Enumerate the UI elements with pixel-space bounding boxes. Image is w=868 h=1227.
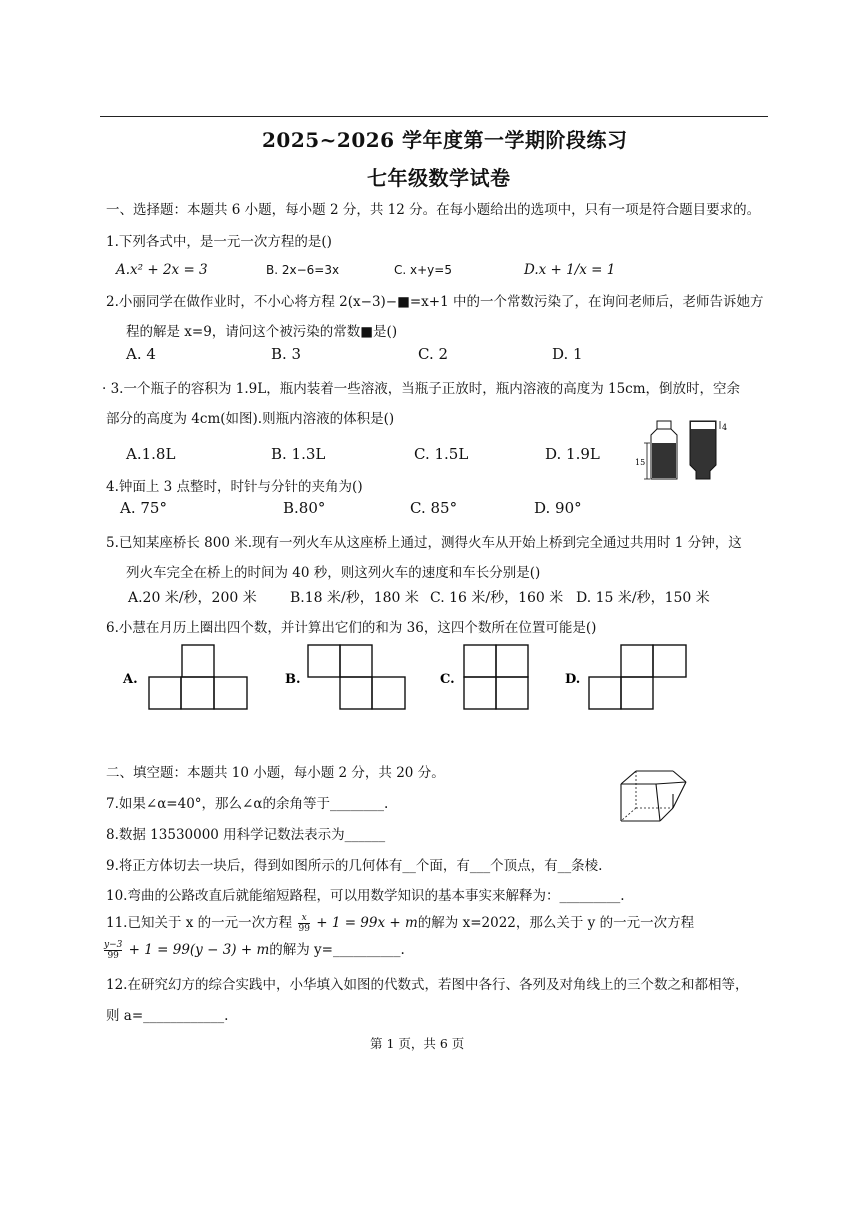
q8-text: 8.数据 13530000 用科学记数法表示为______ (106, 827, 386, 843)
q11-frac2-den: 99 (107, 951, 119, 961)
q4-option-b: B.80° (283, 499, 326, 517)
q10-text: 10.弯曲的公路改直后就能缩短路程，可以用数学知识的基本事实来解释为：_________. (106, 888, 625, 904)
q2-stem-line1: 2.小丽同学在做作业时，不小心将方程 2(x−3)−■=x+1 中的一个常数污染了，在询问老师后，老师告诉她方 (106, 294, 764, 310)
page-title: 2025~2026 学年度第一学期阶段练习 (262, 128, 628, 152)
top-rule (100, 116, 768, 117)
q2-stem-line2: 程的解是 x=9，请问这个被污染的常数■是() (126, 324, 398, 340)
q4-option-a: A. 75° (120, 499, 167, 517)
q5-stem-line2: 列火车完全在桥上的时间为 40 秒，则这列火车的速度和车长分别是() (126, 565, 541, 581)
q11-eq1: + 1 = 99x + m (311, 915, 418, 931)
q5-option-c: C. 16 米/秒，160 米 (430, 590, 564, 606)
q9-text: 9.将正方体切去一块后，得到如图所示的几何体有__个面，有___个顶点，有__条棱. (106, 858, 603, 874)
q6-label-c: C. (440, 672, 455, 687)
calendar-figures (110, 640, 700, 715)
q3-stem-line1: · 3.一个瓶子的容积为 1.9L，瓶内装着一些溶液，当瓶子正放时，瓶内溶液的高度为 15cm，倒放时，空余 (102, 381, 741, 397)
q11-text-d: 的解为 y=__________. (269, 942, 405, 958)
q3-option-b: B. 1.3L (271, 445, 326, 463)
bottle-figure (634, 418, 734, 482)
q5-option-d: D. 15 米/秒，150 米 (576, 590, 710, 606)
q2-option-a: A. 4 (126, 345, 156, 363)
q1-option-d: D.x + 1/x = 1 (524, 262, 616, 278)
q11-frac1-num: x (298, 913, 309, 924)
q2-option-d: D. 1 (552, 345, 583, 363)
q12-line1: 12.在研究幻方的综合实践中，小华填入如图的代数式，若图中各行、各列及对角线上的三个数之和都相等， (106, 977, 749, 993)
q11-text-c: 的解为 x=2022，那么关于 y 的一元一次方程 (417, 915, 695, 931)
q11-frac1 (298, 913, 309, 934)
q11-eq2: + 1 = 99(y − 3) + m (124, 942, 270, 958)
q5-stem-line1: 5.已知某座桥长 800 米.现有一列火车从这座桥上通过，测得火车从开始上桥到完全通过共用时 1 分钟，这 (106, 535, 742, 551)
q4-option-d: D. 90° (534, 499, 582, 517)
q3-option-a: A.1.8L (126, 445, 176, 463)
q11-line1 (106, 913, 694, 934)
q6-label-d: D. (565, 672, 581, 687)
page-subtitle: 七年级数学试卷 (367, 166, 511, 190)
q2-option-c: C. 2 (418, 345, 449, 363)
bottle-label-15: 15 (635, 458, 646, 467)
q5-option-a: A.20 米/秒，200 米 (128, 590, 257, 606)
q11-frac1-den: 99 (298, 924, 310, 934)
q3-option-d: D. 1.9L (545, 445, 600, 463)
q7-text: 7.如果∠α=40°，那么∠α的余角等于________. (106, 796, 389, 812)
q3-option-c: C. 1.5L (414, 445, 469, 463)
q11-frac2-num: y−3 (104, 940, 123, 950)
bottle-label-4: 4 (722, 423, 728, 432)
q12-line2: 则 a=____________. (106, 1008, 229, 1024)
q6-label-a: A. (123, 672, 138, 687)
section1-heading: 一、选择题：本题共 6 小题，每小题 2 分，共 12 分。在每小题给出的选项中，只有一项是符合题目要求的。 (106, 202, 761, 218)
page-footer: 第 1 页，共 6 页 (370, 1036, 465, 1051)
q4-stem: 4.钟面上 3 点整时，时针与分针的夹角为() (106, 479, 363, 495)
q5-option-b: B.18 米/秒，180 米 (290, 590, 419, 606)
q6-stem: 6.小慧在月历上圈出四个数，并计算出它们的和为 36，这四个数所在位置可能是() (106, 620, 597, 636)
q1-option-a: A.x² + 2x = 3 (116, 262, 208, 278)
section2-heading: 二、填空题：本题共 10 小题，每小题 2 分，共 20 分。 (106, 765, 445, 781)
q1-option-b: B. 2x−6=3x (266, 263, 340, 277)
cut-cube-figure (616, 764, 696, 826)
q2-option-b: B. 3 (271, 345, 302, 363)
q11-line2 (104, 940, 405, 961)
q4-option-c: C. 85° (410, 499, 458, 517)
q6-label-b: B. (285, 672, 301, 687)
q3-stem-line2: 部分的高度为 4cm(如图).则瓶内溶液的体积是() (106, 411, 395, 427)
q11-text-a: 11.已知关于 x 的一元一次方程 (106, 915, 293, 931)
q1-stem: 1.下列各式中，是一元一次方程的是() (106, 234, 332, 250)
q11-frac2 (104, 940, 122, 961)
q1-option-c: C. x+y=5 (394, 263, 452, 277)
